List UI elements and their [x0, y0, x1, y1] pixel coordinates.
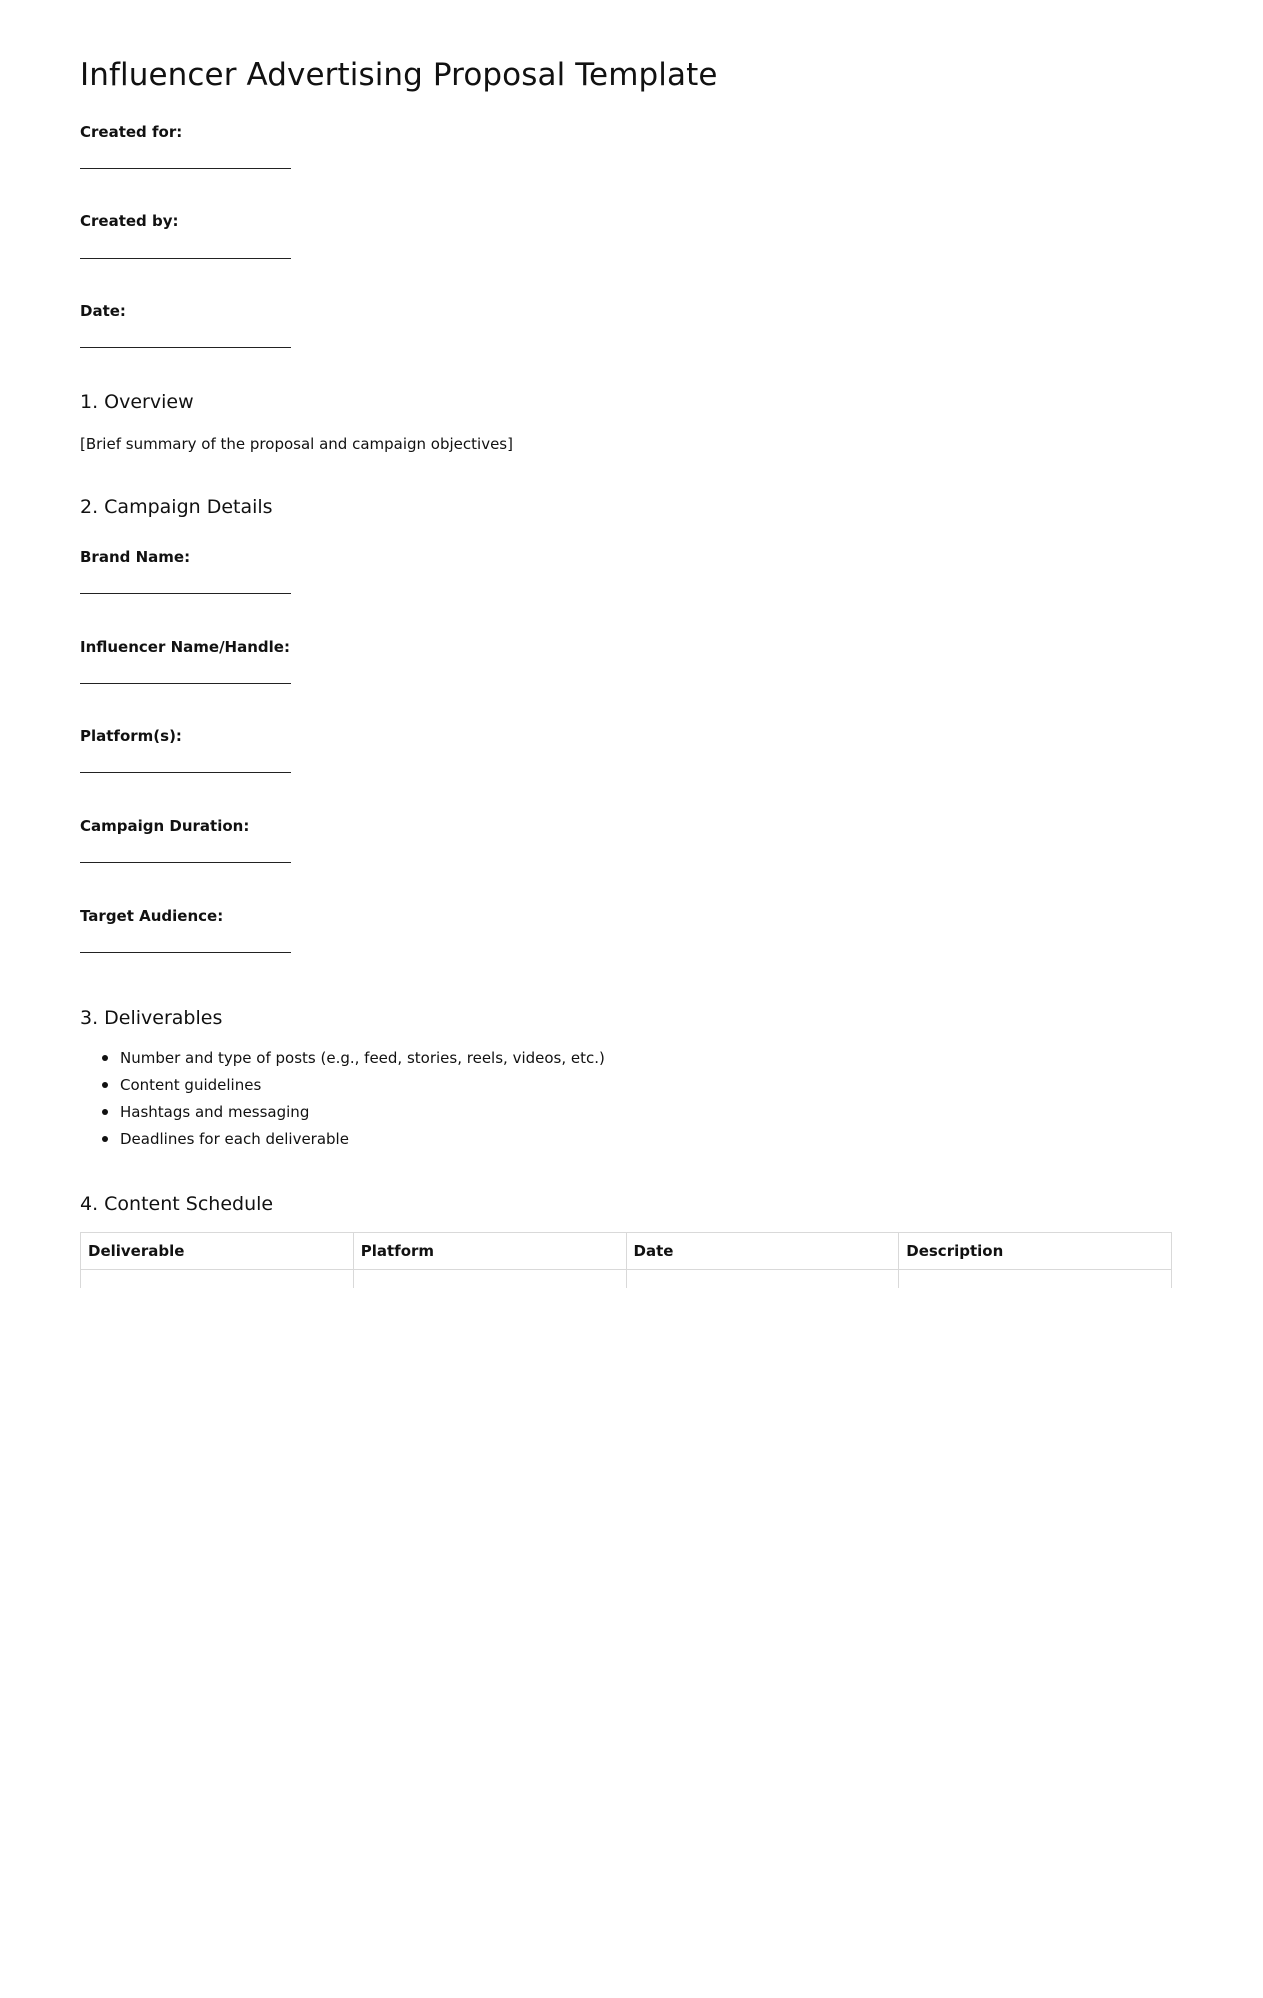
influencer-handle-line: [80, 683, 291, 684]
brand-name-line: [80, 593, 291, 594]
content-schedule-heading: 4. Content Schedule: [80, 1193, 274, 1215]
deliverables-list: [80, 1048, 605, 1156]
overview-text: [Brief summary of the proposal and campaign objectives]: [80, 435, 513, 453]
bullet-icon: [102, 1109, 108, 1115]
column-header-description: Description: [899, 1233, 1172, 1270]
campaign-duration-label: Campaign Duration:: [80, 817, 250, 835]
document-title: Influencer Advertising Proposal Template: [80, 57, 718, 93]
brand-name-label: Brand Name:: [80, 548, 191, 566]
platforms-label: Platform(s):: [80, 727, 182, 745]
created-by-label: Created by:: [80, 212, 179, 230]
target-audience-line: [80, 952, 291, 953]
list-item-text: Number and type of posts (e.g., feed, stories, reels, videos, etc.): [120, 1049, 605, 1067]
created-for-label: Created for:: [80, 123, 183, 141]
platforms-line: [80, 772, 291, 773]
column-header-date: Date: [626, 1233, 899, 1270]
campaign-details-heading: 2. Campaign Details: [80, 496, 273, 518]
created-for-line: [80, 168, 291, 169]
influencer-handle-label: Influencer Name/Handle:: [80, 638, 290, 656]
date-label: Date:: [80, 302, 126, 320]
list-item-text: Deadlines for each deliverable: [120, 1130, 349, 1148]
list-item-text: Content guidelines: [120, 1076, 262, 1094]
created-by-line: [80, 258, 291, 259]
bullet-icon: [102, 1136, 108, 1142]
bullet-icon: [102, 1082, 108, 1088]
overview-heading: 1. Overview: [80, 391, 194, 413]
column-header-platform: Platform: [353, 1233, 626, 1270]
list-item: [80, 1129, 605, 1156]
campaign-duration-line: [80, 862, 291, 863]
target-audience-label: Target Audience:: [80, 907, 224, 925]
deliverables-heading: 3. Deliverables: [80, 1007, 223, 1029]
list-item-text: Hashtags and messaging: [120, 1103, 310, 1121]
list-item: [80, 1102, 605, 1129]
column-header-deliverable: Deliverable: [81, 1233, 354, 1270]
table-cell[interactable]: [81, 1270, 354, 1289]
table-cell[interactable]: [353, 1270, 626, 1289]
content-schedule-table: [80, 1232, 1172, 1288]
list-item: [80, 1075, 605, 1102]
list-item: [80, 1048, 605, 1075]
table-cell[interactable]: [899, 1270, 1172, 1289]
table-cell[interactable]: [626, 1270, 899, 1289]
table-header-row: [81, 1233, 1172, 1270]
table-row: [81, 1270, 1172, 1289]
bullet-icon: [102, 1055, 108, 1061]
date-line: [80, 347, 291, 348]
